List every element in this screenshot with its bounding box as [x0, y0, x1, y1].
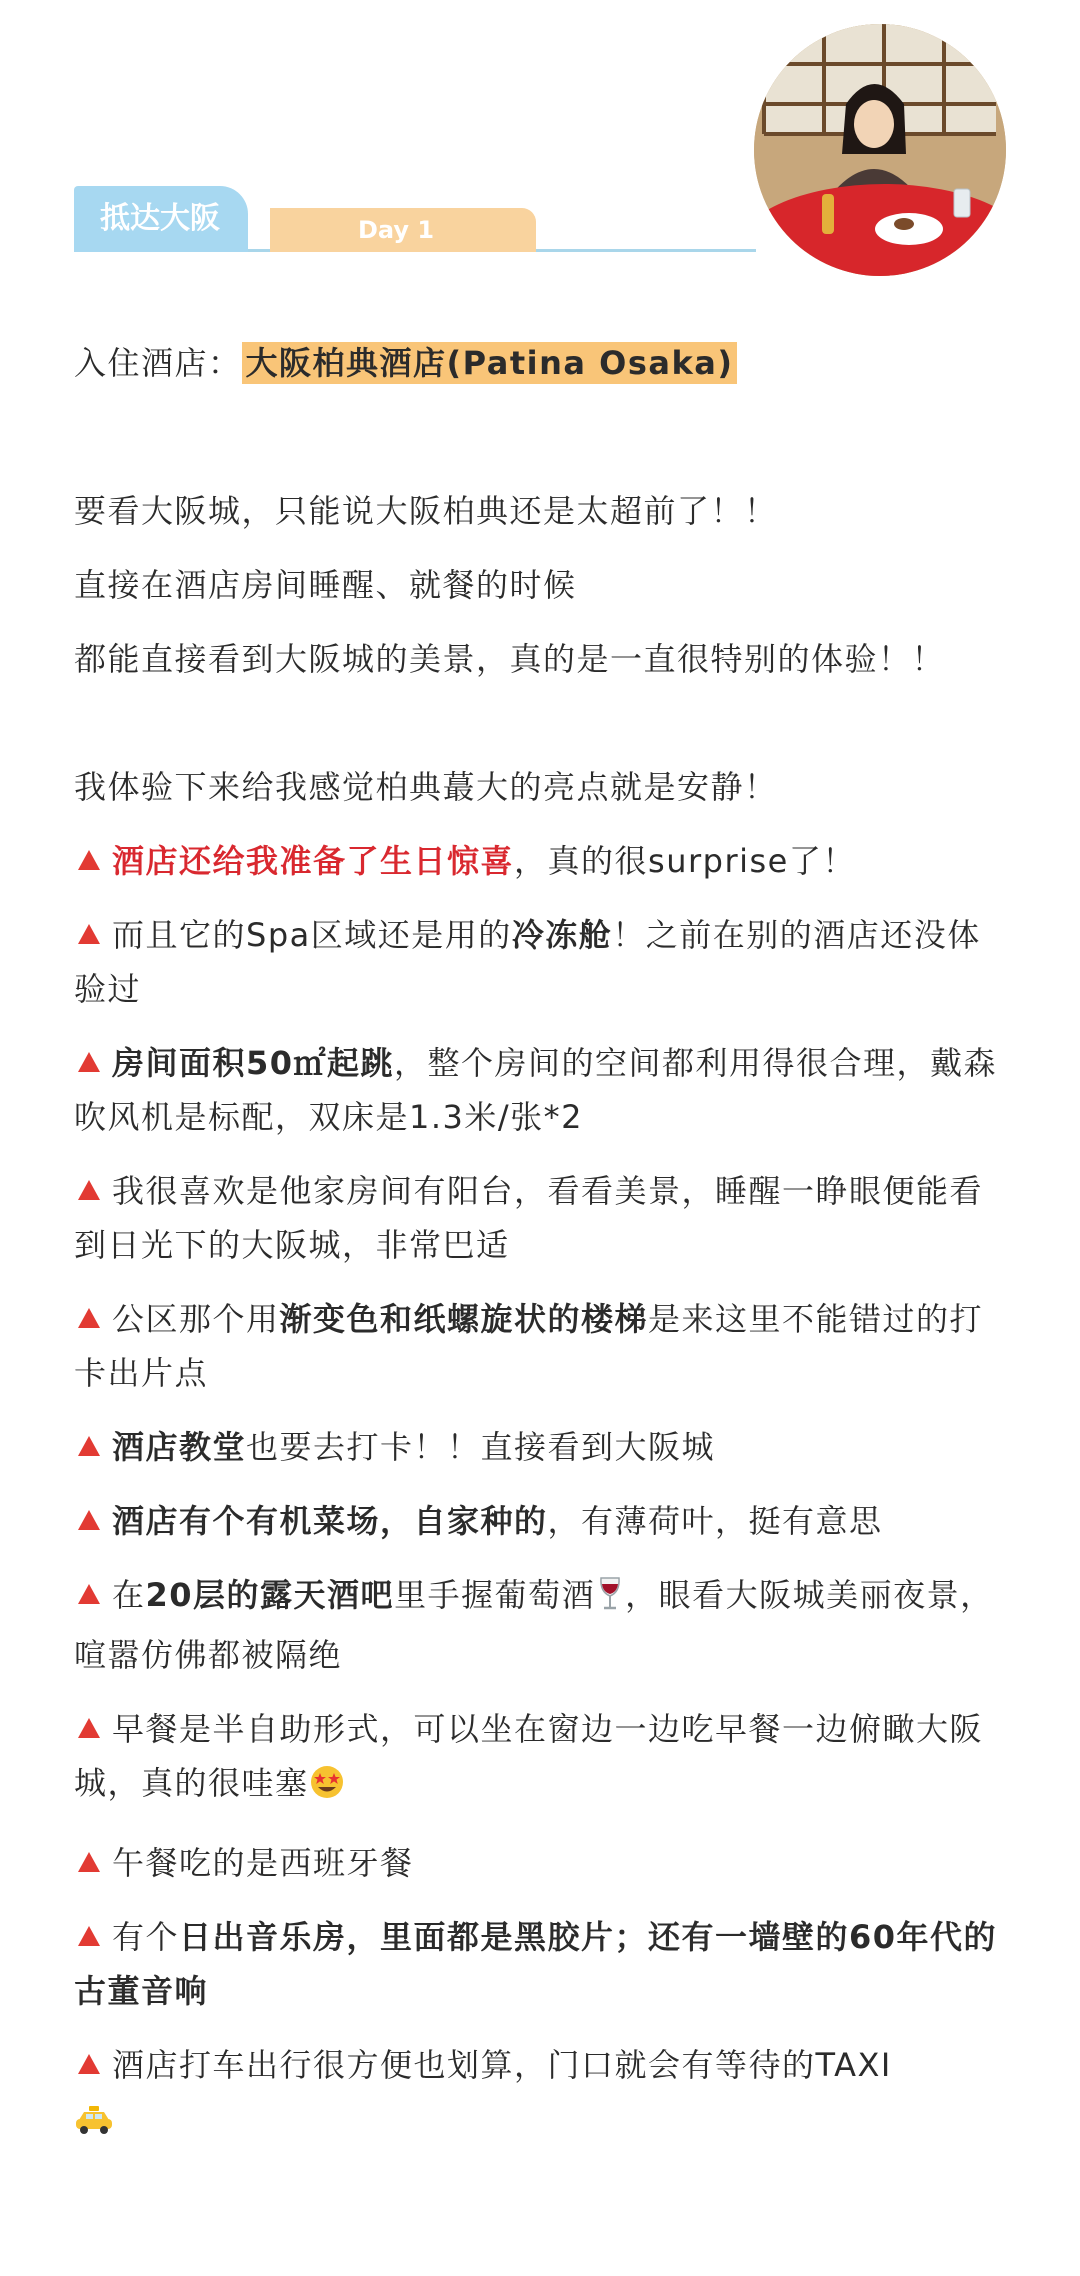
bullet-item: 我很喜欢是他家房间有阳台，看看美景，睡醒一睁眼便能看到日光下的大阪城，非常巴适: [74, 1172, 984, 1264]
intro-paragraph: 要看大阪城，只能说大阪柏典还是太超前了！！: [74, 492, 778, 530]
bullet-item: 早餐是半自助形式，可以坐在窗边一边吃早餐一边俯瞰大阪城，真的很哇塞: [74, 1702, 1006, 1816]
intro-paragraph: 直接在酒店房间睡醒、就餐的时候: [74, 566, 577, 604]
triangle-bullet-icon: [78, 1926, 100, 1946]
triangle-bullet-icon: [78, 1852, 100, 1872]
bullet-item: 而且它的Spa区域还是用的冷冻舱！之前在别的酒店还没体验过: [74, 916, 981, 1008]
triangle-bullet-icon: [78, 1052, 100, 1072]
wine-glass-icon: [595, 1574, 625, 1628]
triangle-bullet-icon: [78, 1718, 100, 1738]
article-body: [74, 336, 1006, 2172]
checkin-label: 入住酒店：: [74, 344, 242, 382]
triangle-bullet-icon: [78, 924, 100, 944]
triangle-bullet-icon: [78, 1510, 100, 1530]
section-tag: 抵达大阪: [74, 186, 248, 252]
triangle-bullet-icon: [78, 1308, 100, 1328]
bullet-item: 房间面积50㎡起跳，整个房间的空间都利用得很合理，戴森吹风机是标配，双床是1.3米/张*2: [74, 1044, 998, 1136]
triangle-bullet-icon: [78, 1436, 100, 1456]
bullet-item: 酒店还给我准备了生日惊喜，真的很surprise了！: [74, 834, 1006, 888]
avatar[interactable]: [754, 24, 1006, 276]
triangle-bullet-icon: [78, 1584, 100, 1604]
summary-paragraph: 我体验下来给我感觉柏典蕞大的亮点就是安静！: [74, 768, 778, 806]
intro-paragraph: 都能直接看到大阪城的美景，真的是一直很特别的体验！！: [74, 640, 946, 678]
triangle-bullet-icon: [78, 2054, 100, 2074]
hotel-name-highlight: 大阪柏典酒店(Patina Osaka): [242, 342, 738, 384]
checkin-line: [74, 336, 1006, 390]
bullet-item: 酒店有个有机菜场，自家种的，有薄荷叶，挺有意思: [74, 1494, 1006, 1548]
triangle-bullet-icon: [78, 850, 100, 870]
bullet-item: 公区那个用渐变色和纸螺旋状的楼梯是来这里不能错过的打卡出片点: [74, 1300, 984, 1392]
bullet-item: 午餐吃的是西班牙餐: [74, 1836, 1006, 1890]
section-header: [74, 186, 756, 252]
bullet-item: 酒店教堂也要去打卡！！直接看到大阪城: [74, 1420, 1006, 1474]
bullet-item: 在20层的露天酒吧里手握葡萄酒 ，眼看大阪城美丽夜景，喧嚣仿佛都被隔绝: [74, 1576, 994, 1674]
triangle-bullet-icon: [78, 1180, 100, 1200]
day-badge: Day 1: [270, 208, 536, 252]
star-eyes-emoji-icon: [309, 1762, 345, 1816]
bullet-item: 酒店打车出行很方便也划算，门口就会有等待的TAXI: [74, 2038, 1006, 2152]
taxi-icon: [74, 2098, 114, 2152]
bullet-item: 有个日出音乐房，里面都是黑胶片；还有一墙壁的60年代的古董音响: [74, 1918, 998, 2010]
